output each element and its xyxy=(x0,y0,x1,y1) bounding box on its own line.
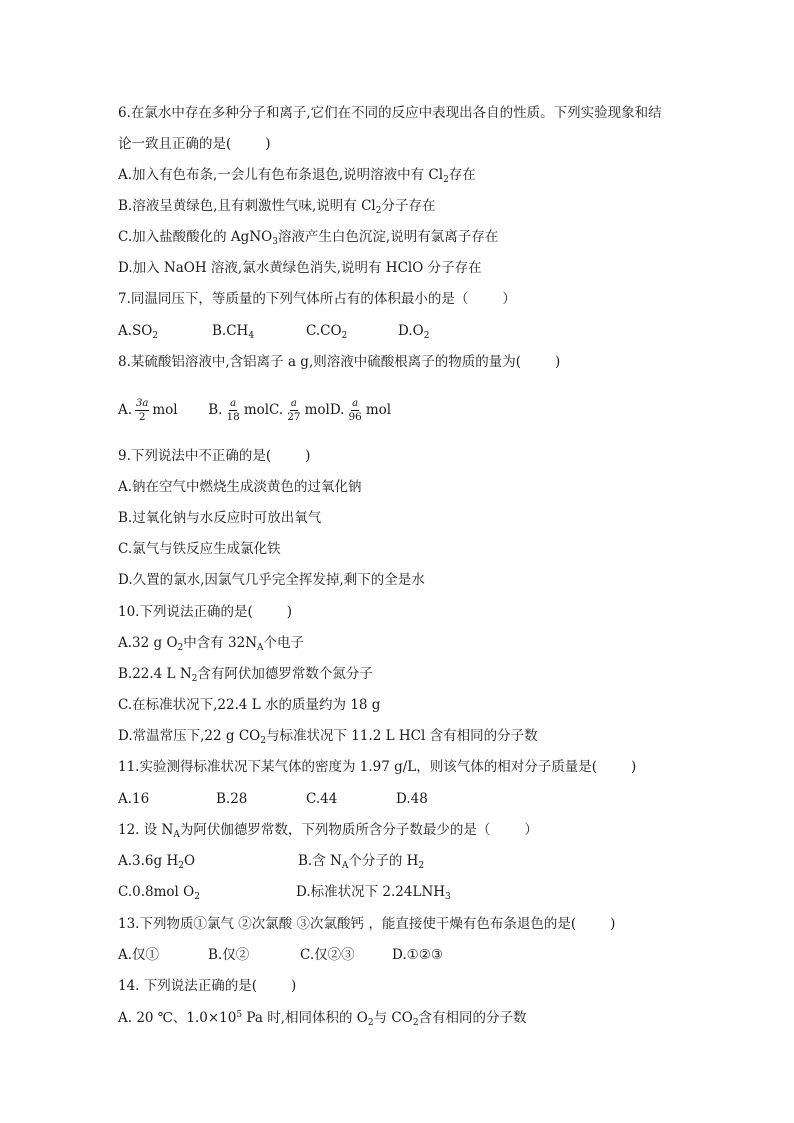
q7-stem: 7.同温同压下，等质量的下列气体所占有的体积最小的是（ ） xyxy=(118,291,516,307)
q7-option-c: $C.CO_2$ xyxy=(306,323,348,341)
q9-stem: 9.下列说法中不正确的是( ) xyxy=(118,448,311,464)
q8-fraction-c: $\frac{a}{27}$ xyxy=(287,398,301,423)
q7-options xyxy=(118,322,429,340)
q12-option-c: C.0.8mol $O_2$ xyxy=(118,884,200,902)
q6-option-b: B.溶液呈黄绿色,且有刺激性气味,说明有 $Cl_2$分子存在 xyxy=(118,198,436,216)
q14-stem: 14. 下列说法正确的是( ) xyxy=(118,978,297,994)
q8-fraction-a: $\frac{3a}{2}$ xyxy=(136,398,149,423)
q11-stem: 11.实验测得标准状况下某气体的密度为 1.97 g/L，则该气体的相对分子质量是( ) xyxy=(118,759,637,775)
q12-option-b: B.含 $N_A$个分子的 $H_2$ xyxy=(298,853,425,871)
q11-option-c: C.44 xyxy=(306,791,338,807)
q13-stem: 13.下列物质①氯气 ②次氯酸 ③次氯酸钙 ，能直接使干燥有色布条退色的是( ) xyxy=(118,916,616,932)
q13-option-d: D.①②③ xyxy=(392,947,443,963)
q9-option-b: B.过氧化钠与水反应时可放出氧气 xyxy=(118,510,322,526)
q8-fraction-b: $\frac{a}{18}$ xyxy=(226,398,240,423)
q8-stem: 8.某硫酸铝溶液中,含铝离子 a g,则溶液中硫酸根离子的物质的量为( ) xyxy=(118,354,561,370)
q10-option-b: B.22.4 L $N_2$含有阿伏加德罗常数个氮分子 xyxy=(118,666,373,684)
q7-option-b: $B.CH_4$ xyxy=(212,323,255,341)
q10-option-a: A.32 g $O_2$中含有 $32N_A$个电子 xyxy=(118,635,305,653)
q6-option-a: A.加入有色布条,一会儿有色布条退色,说明溶液中有 $Cl_2$存在 xyxy=(118,167,476,185)
q6-option-d: D.加入 NaOH 溶液,氯水黄绿色消失,说明有 HClO 分子存在 xyxy=(118,260,482,276)
q9-option-a: A.钠在空气中燃烧生成淡黄色的过氧化钠 xyxy=(118,479,362,495)
q13-option-c: C.仅②③ xyxy=(300,947,355,963)
q13-options xyxy=(118,946,443,964)
q9-option-c: C.氯气与铁反应生成氯化铁 xyxy=(118,541,281,557)
q12-option-a: A.3.6g $H_2O$ xyxy=(118,853,196,871)
q8-options: A. $\frac{3a}{2}$ mol B. $\frac{a}{18}$ molC. $\frac{a}{27}$ molD. $\frac{a}{96}$ mol xyxy=(118,398,392,423)
q12-options-row-2 xyxy=(118,883,451,901)
q11-option-d: D.48 xyxy=(396,791,428,807)
q10-option-d: D.常温常压下,22 g $CO_2$与标准状况下 11.2 L HCl 含有相同的分子数 xyxy=(118,728,538,746)
q11-option-a: A.16 xyxy=(118,791,150,807)
q11-options xyxy=(118,790,428,808)
q13-option-b: B.仅② xyxy=(208,947,250,963)
q7-option-d: $D.O_2$ xyxy=(398,323,430,341)
q8-fraction-d: $\frac{a}{96}$ xyxy=(348,398,362,423)
q14-option-a: A. 20 ℃、$1.0\times 10^5$ Pa 时,相同体积的 $O_2$与 $CO_2$含有相同的分子数 xyxy=(118,1010,527,1028)
q6-stem-line-2: 论一致且正确的是( ) xyxy=(118,136,271,152)
q12-options-row-1 xyxy=(118,852,424,870)
q7-option-a: $A.SO_2$ xyxy=(118,323,159,341)
q12-stem: 12. 设 $N_A$为阿伏伽德罗常数，下列物质所含分子数最少的是（ ） xyxy=(118,822,538,840)
q9-option-d: D.久置的氯水,因氯气几乎完全挥发掉,剩下的全是水 xyxy=(118,572,425,588)
q10-stem: 10.下列说法正确的是( ) xyxy=(118,604,293,620)
q13-option-a: A.仅① xyxy=(118,947,160,963)
q6-option-c: C.加入盐酸酸化的 AgNO$_3$溶液产生白色沉淀,说明有氯离子存在 xyxy=(118,229,499,247)
q12-option-d: D.标准状况下 $2.24LNH_3$ xyxy=(296,884,451,902)
q6-stem-line-1: 6.在氯水中存在多种分子和离子,它们在不同的反应中表现出各自的性质。下列实验现象和结 xyxy=(118,105,662,121)
q11-option-b: B.28 xyxy=(216,791,248,807)
q10-option-c: C.在标准状况下,22.4 L 水的质量约为 18 g xyxy=(118,697,381,713)
